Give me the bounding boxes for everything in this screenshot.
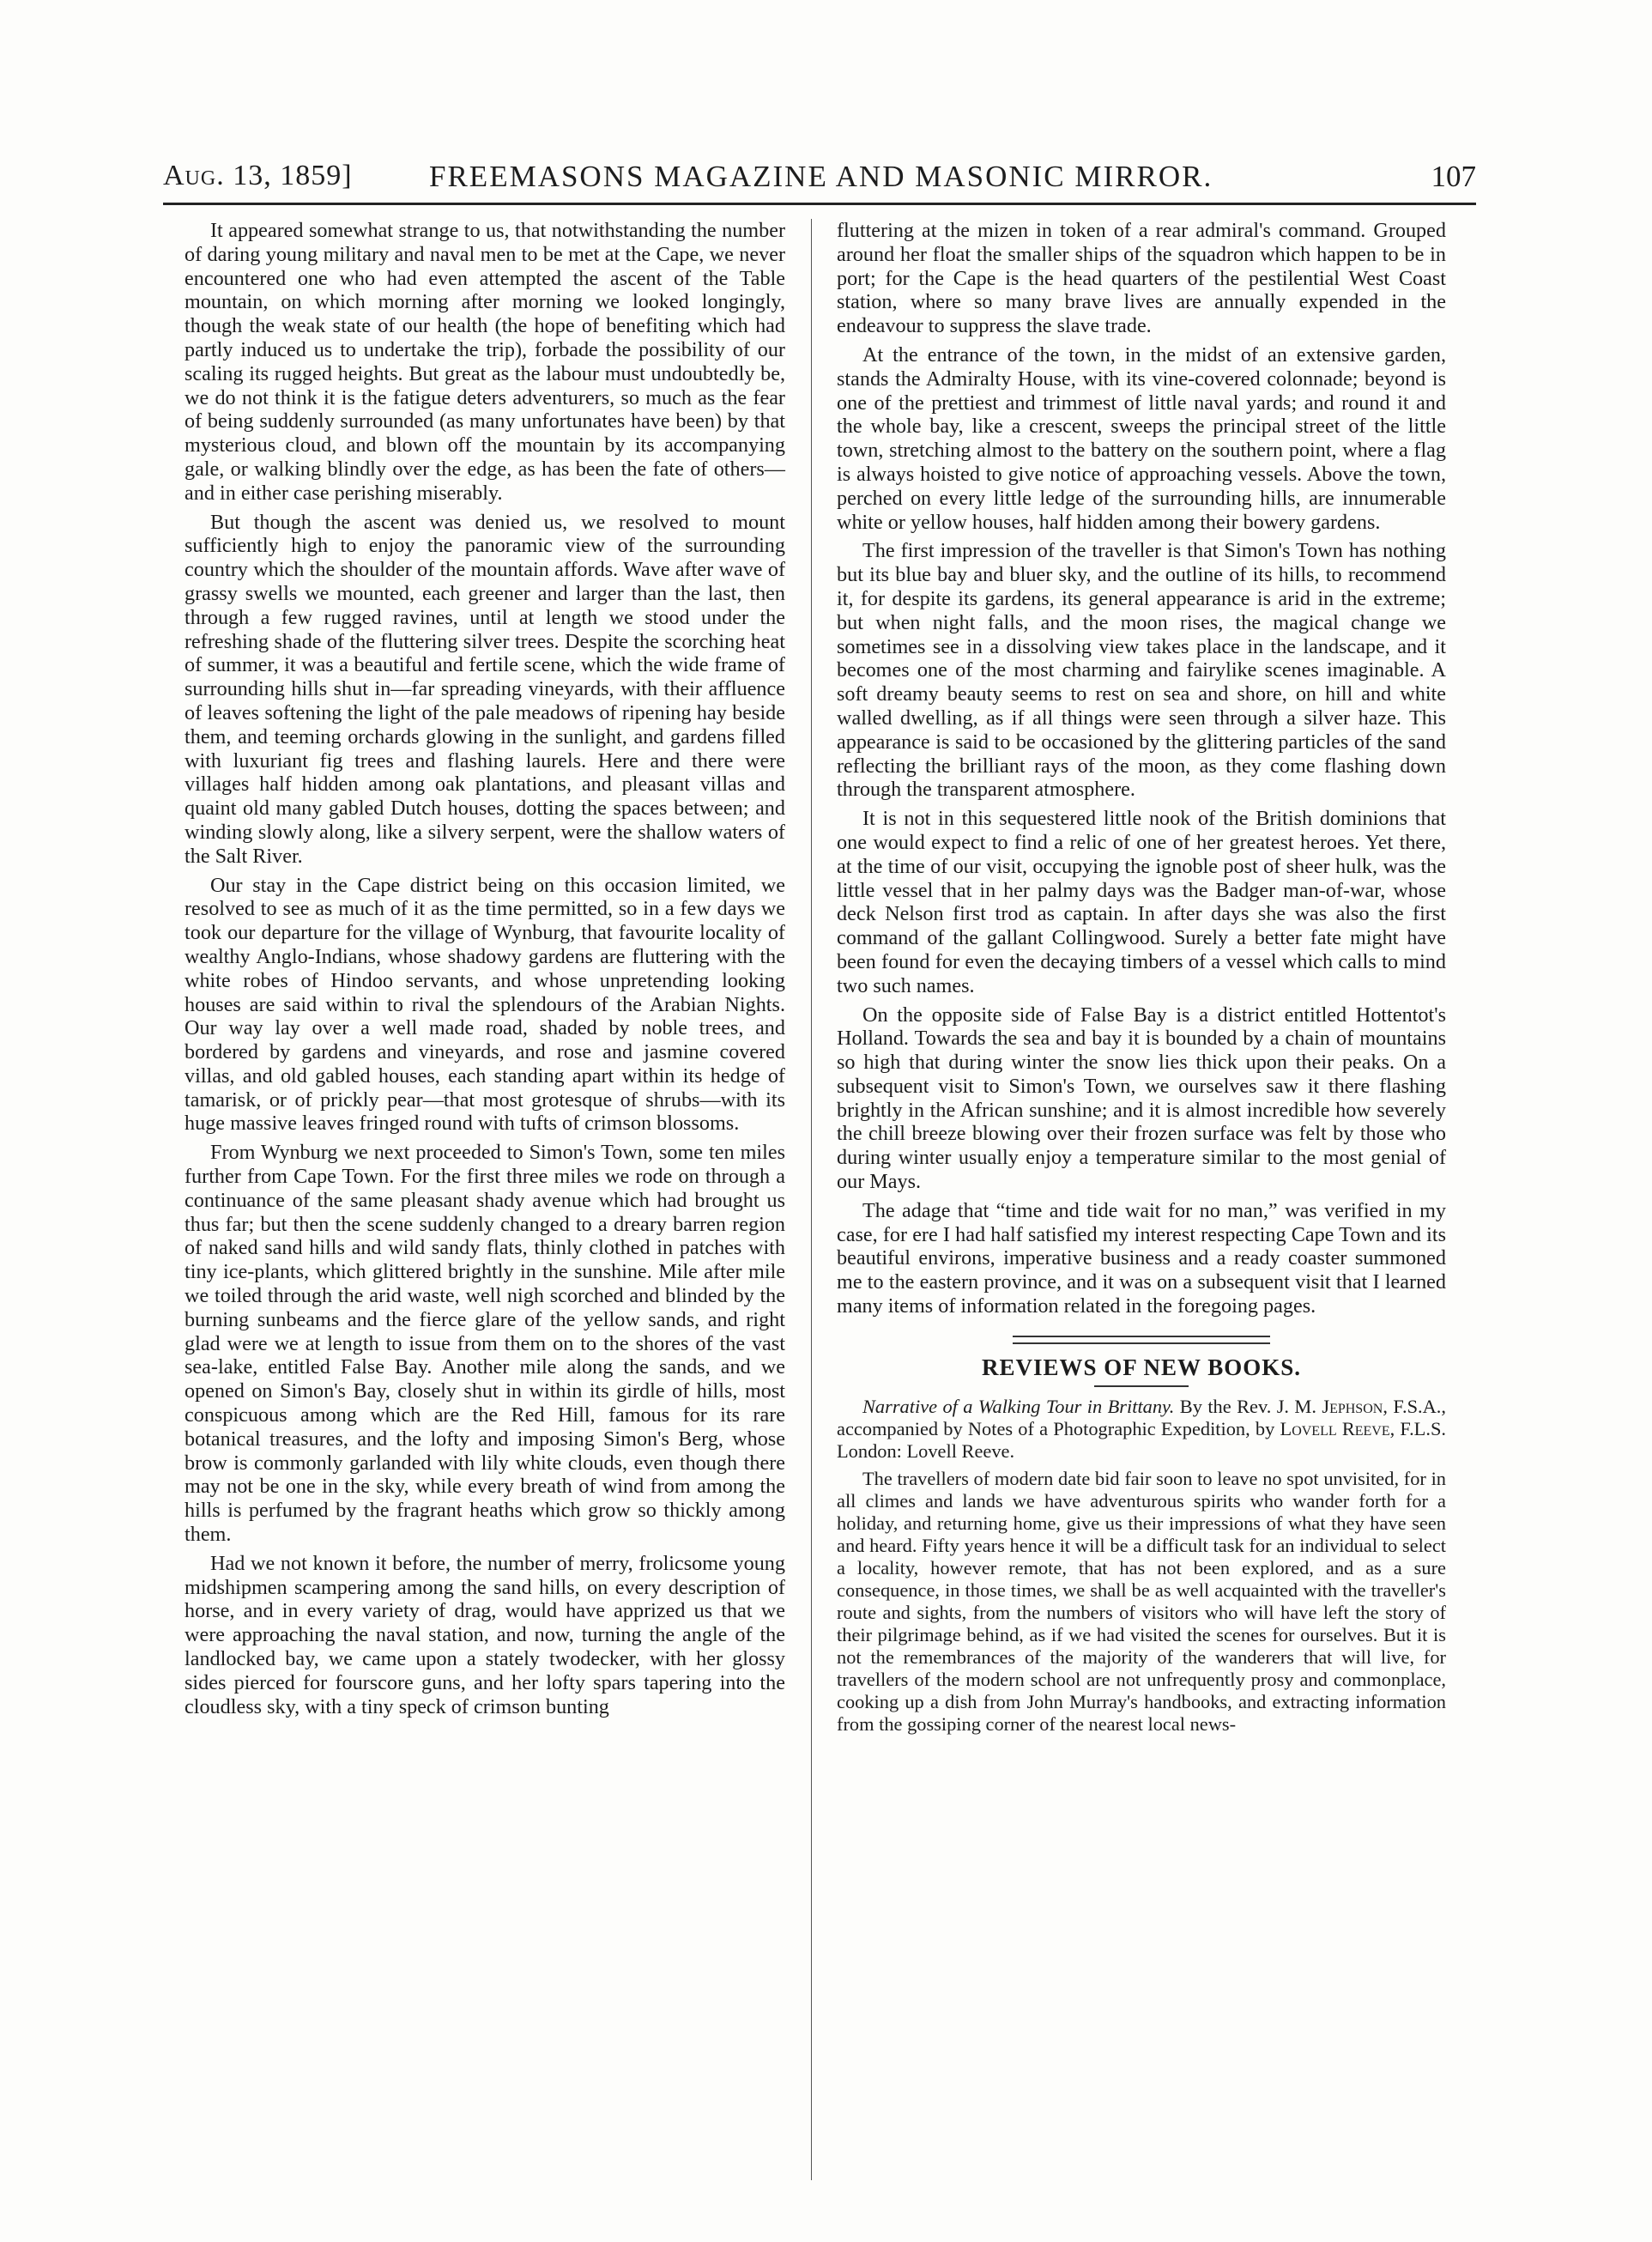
paragraph: Had we not known it before, the number of merry, frolicsome young midshipmen scampering among the sand hills, on every description of horse, and in every variety of drag, would have apprized us that we were approaching the naval station, and now, turning the angle of the landlocked bay, we came upon a stately twodecker, with her glossy sides pierced for fourscore guns, and her lofty spars tapering into the cloudless sky, with a tiny speck of crimson bunting	[185, 1551, 785, 1718]
magazine-title: FREEMASONS MAGAZINE AND MASONIC MIRROR.	[429, 160, 1213, 193]
section-separator	[1013, 1336, 1270, 1344]
paragraph: fluttering at the mizen in token of a rear admiral's command. Grouped around her float the smaller ships of the squadron which happen to be in port; for the Cape is the head quarters of the pestilential West Coast station, where so many brave lives are annually expended in the endeavour to suppress the slave trade.	[837, 219, 1446, 338]
issue-date: Aug. 13, 1859]	[163, 160, 353, 191]
paragraph: It appeared somewhat strange to us, that notwithstanding the number of daring young military and naval men to be met at the Cape, we never encountered one who had even attempted the ascent of the Table mountain, on which morning after morning we looked longingly, though the weak state of our health (the hope of benefiting which had partly induced us to undertake the trip), forbade the possibility of our scaling its rugged heights. But great as the labour must undoubtedly be, we do not think it is the fatigue deters adventurers, so much as the fear of being suddenly surrounded (as many unfortunates have been) by that mysterious cloud, and blown off the mountain by its accompanying gale, or walking blindly over the edge, as has been the fate of others—and in either case perishing miserably.	[185, 219, 785, 505]
review-byline: , F.L.S. London: Lovell Reeve.	[837, 1417, 1446, 1462]
paragraph: From Wynburg we next proceeded to Simon's Town, some ten miles further from Cape Town. For the first three miles we rode on through a continuance of the same pleasant shady avenue which had brought us thus far; but then the scene suddenly changed to a dreary barren region of naked sand hills and wild sandy flats, thinly clothed in patches with tiny ice-plants, which glittered brightly in the sunshine. Mile after mile we toiled through the arid waste, well nigh scorched and blinded by the burning sunbeams and the fierce glare of the yellow sands, and right glad were we at length to issue from them on to the shores of the vast sea-lake, entitled False Bay. Another mile along the sands, and we opened on Simon's Bay, closely shut in within its girdle of hills, most conspicuous among which are the Red Hill, famous for its rare botanical treasures, and the lofty and imposing Simon's Berg, whose brow is commonly garlanded with lily white clouds, even though there may not be one in the sky, while every breath of wind from among the hills is perfumed by the fragrant heaths which grow so thickly among them.	[185, 1141, 785, 1547]
review-book-title: Narrative of a Walking Tour in Brittany.	[862, 1395, 1175, 1417]
paragraph: It is not in this sequestered little nook of the British dominions that one would expect to find a relic of one of her greatest heroes. Yet there, at the time of our visit, occupying the ignoble post of sheer hulk, was the little vessel that in her palmy days was the Badger man-of-war, whose deck Nelson first trod as captain. In after days she was also the first command of the gallant Collingwood. Surely a better fate might have been found for even the decaying timbers of a vessel which calls to mind two such names.	[837, 807, 1446, 997]
section-heading: REVIEWS OF NEW BOOKS.	[981, 1354, 1302, 1380]
column-divider	[811, 219, 812, 2180]
page-header	[163, 160, 1476, 205]
paragraph: Our stay in the Cape district being on this occasion limited, we resolved to see as much of it as the time permitted, so in a few days we took our departure for the village of Wynburg, that favourite locality of wealthy Anglo-Indians, whose shadowy gardens are fluttering with the white robes of Hindoo servants, and whose unpretending looking houses are said within to rival the splendours of the Arabian Nights. Our way lay over a well made road, shaded by noble trees, and bordered by gardens and vineyards, and rose and jasmine covered villas, and old gabled houses, each standing apart within its hedge of tamarisk, or of prickly pear—that most grotesque of shrubs—with its huge massive leaves fringed round with tufts of crimson blossoms.	[185, 873, 785, 1136]
paragraph: The adage that “time and tide wait for no man,” was verified in my case, for ere I had half satisfied my interest respecting Cape Town and its beautiful environs, imperative business and a ready coaster summoned me to the eastern province, and it was on a subsequent visit that I learned many items of information related in the foregoing pages.	[837, 1198, 1446, 1318]
review-photographer: Lovell Reeve	[1280, 1417, 1390, 1439]
review-author: Jephson	[1322, 1395, 1383, 1417]
paragraph: The first impression of the traveller is that Simon's Town has nothing but its blue bay and bluer sky, and the outline of its hills, to recommend it, for despite its gardens, its general appearance is arid in the extreme; but when night falls, and the moon rises, the magical change we sometimes see in a dissolving view takes place in the landscape, and it becomes one of the most charming and fairylike scenes imaginable. A soft dreamy beauty seems to rest on sea and shore, on hill and white walled dwelling, as if all things were seen through a silver haze. This appearance is said to be occasioned by the glittering particles of the sand reflecting the brilliant rays of the moon, as they come flashing down through the transparent atmosphere.	[837, 539, 1446, 802]
heading-rule	[1094, 1385, 1189, 1387]
review-byline: By the Rev. J. M.	[1179, 1395, 1316, 1417]
review-citation	[837, 1396, 1446, 1463]
review-paragraph: The travellers of modern date bid fair soon to leave no spot unvisited, for in all climes and lands we have adventurous spirits who wander forth for a holiday, and returning home, give us their impressions of what they have seen and heard. Fifty years hence it will be a difficult task for an individual to select a locality, however remote, that has not been explored, and as a sure consequence, in those times, we shall be as well acquainted with the traveller's route and sights, from the numbers of visitors who will have left the story of their pilgrimage behind, as if we had visited the scenes for ourselves. But it is not the remembrances of the majority of the wanderers that will live, for travellers of the modern school are not unfrequently prosy and commonplace, cooking up a dish from John Murray's handbooks, and extracting information from the gossiping corner of the nearest local news-	[837, 1467, 1446, 1735]
left-column	[185, 219, 785, 1724]
review-byline: , F.S.A., accompanied by Notes of a Photographic Expedition, by	[837, 1395, 1446, 1439]
paragraph: But though the ascent was denied us, we resolved to mount sufficiently high to enjoy the panoramic view of the surrounding country which the shoulder of the mountain affords. Wave after wave of grassy swells we mounted, each greener and larger than the last, then through a few rugged ravines, until at length we stood under the refreshing shade of the fluttering silver trees. Despite the scorching heat of summer, it was a beautiful and fertile scene, which the wide frame of surrounding hills shut in—far spreading vineyards, with their affluence of leaves softening the light of the pale meadows of ripening hay beside them, and teeming orchards glowing in the sunlight, and gardens filled with luxuriant fig trees and flashing laurels. Here and there were villages half hidden among oak plantations, and pleasant villas and quaint old many gabled Dutch houses, dotting the spaces between; and winding slowly along, like a silvery serpent, were the shallow waters of the Salt River.	[185, 510, 785, 868]
page-number: 107	[1431, 160, 1476, 193]
paragraph: At the entrance of the town, in the midst of an extensive garden, stands the Admiralty House, with its vine-covered colonnade; beyond is one of the prettiest and trimmest of little naval yards; and round it and the whole bay, like a crescent, sweeps the principal street of the little town, stretching almost to the battery on the southern point, where a flag is always hoisted to give notice of approaching vessels. Above the town, perched on every little ledge of the surrounding hills, are innumerable white or yellow houses, half hidden among their bowery gardens.	[837, 342, 1446, 534]
right-column	[837, 219, 1446, 1741]
paragraph: On the opposite side of False Bay is a district entitled Hottentot's Holland. Towards the sea and bay it is bounded by a chain of mountains so high that during winter the snow lies thick upon their peaks. On a subsequent visit to Simon's Town, we ourselves saw it there flashing brightly in the African sunshine; and it is almost incredible how severely the chill breeze blowing over their frozen surface was felt by those who during winter usually enjoy a temperature similar to the most genial of our Mays.	[837, 1003, 1446, 1194]
